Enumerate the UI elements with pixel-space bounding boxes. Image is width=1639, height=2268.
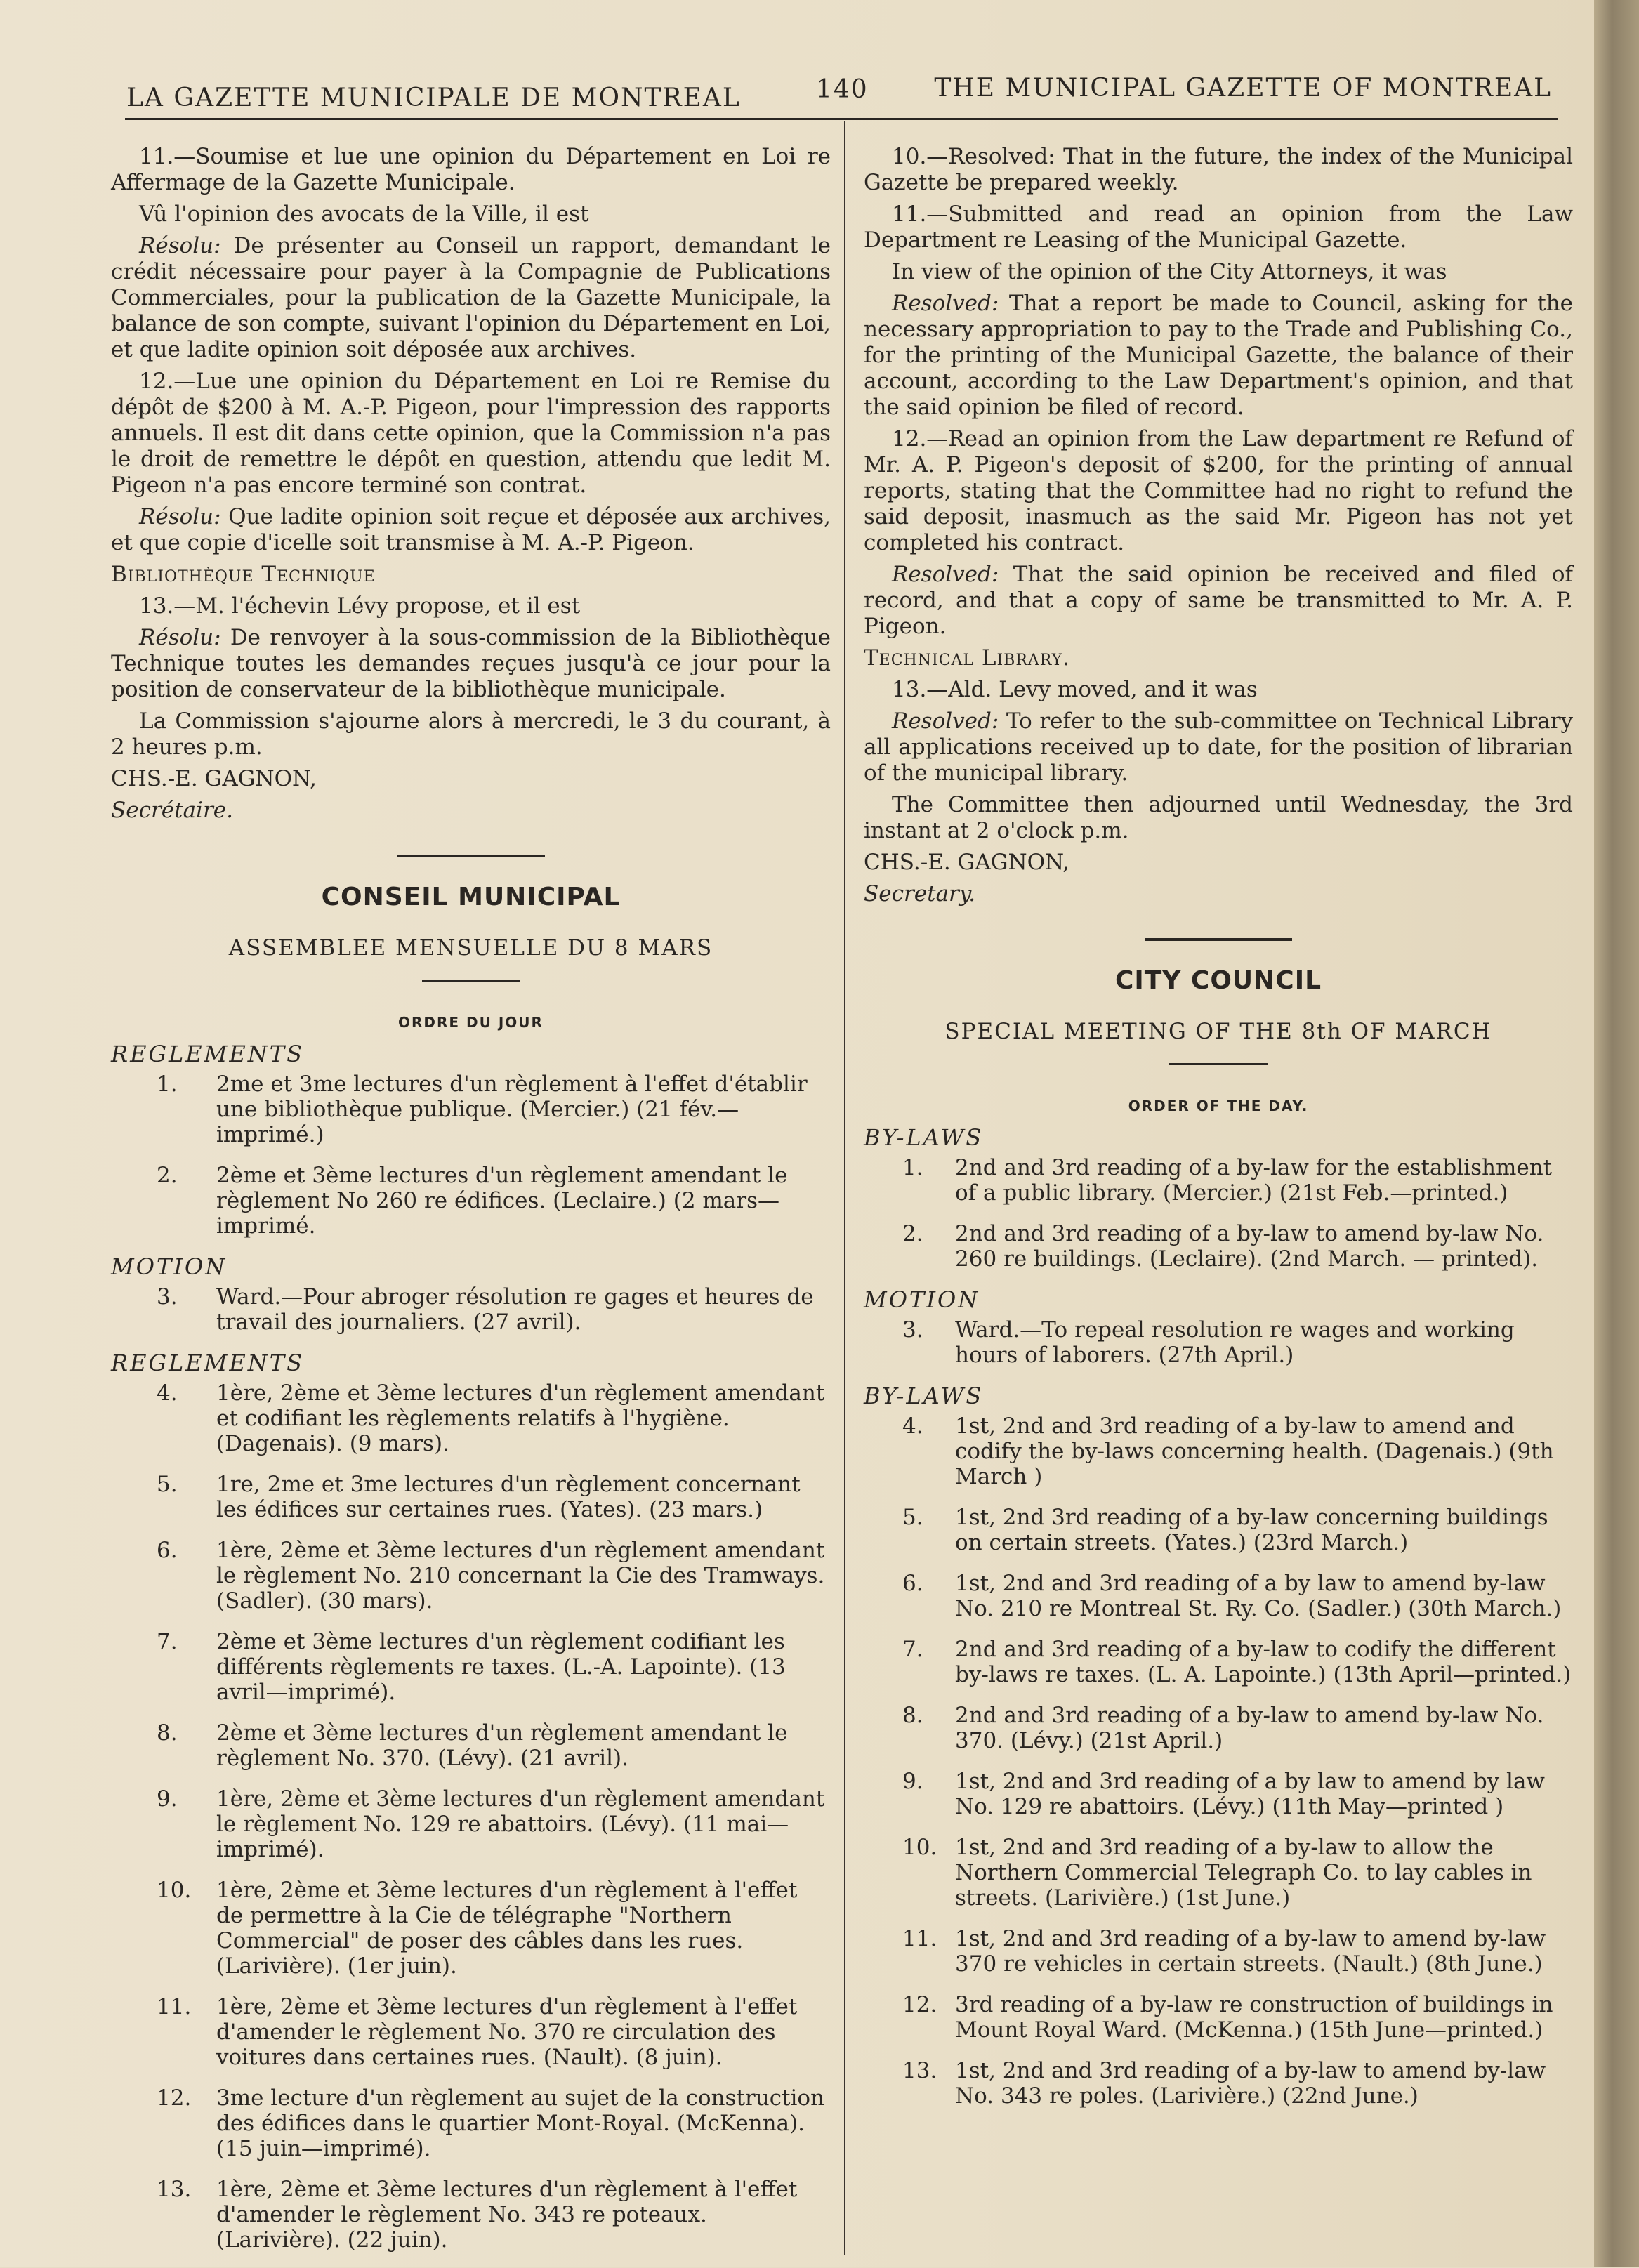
en-order-label: ORDER OF THE DAY.	[1128, 1097, 1309, 1114]
fr-signature: CHS.-E. GAGNON,	[111, 766, 317, 791]
item-text: 1st, 2nd and 3rd reading of a by-law to allow the Northern Commercial Telegraph Co. to lay cables in streets. (Larivière.) (1st June.)	[955, 1835, 1532, 1911]
item-number: 13.	[902, 2058, 937, 2083]
page-number: 140	[816, 75, 869, 104]
en-resolved-text: That the said opinion be received and filed of record, and that a copy of same be transmitted to Mr. A. P. Pigeon.	[864, 562, 1573, 639]
item-text: 1st, 2nd 3rd reading of a by-law concerning buildings on certain streets. (Yates.) (23rd March.)	[955, 1505, 1548, 1555]
agenda-item	[111, 1878, 831, 1979]
en-section-bylaws: BY-LAWS	[864, 1124, 984, 1151]
item-number: 9.	[902, 1769, 923, 1794]
en-signature: CHS.-E. GAGNON,	[864, 850, 1070, 875]
item-text: 1st, 2nd and 3rd reading of a by-law to amend and codify the by-laws concerning health. (Dagenais.) (9th March )	[955, 1413, 1554, 1489]
item-text: 1ère, 2ème et 3ème lectures d'un règlement amendant le règlement No. 129 re abattoirs. (Lévy). (11 mai—imprimé).	[216, 1786, 825, 1862]
french-column	[111, 144, 831, 2268]
item-text: 2ème et 3ème lectures d'un règlement amendant le règlement No. 370. (Lévy). (21 avril).	[216, 1720, 788, 1771]
item-number: 4.	[157, 1380, 178, 1406]
item-text: 3rd reading of a by-law re construction of buildings in Mount Royal Ward. (McKenna.) (15th June—printed.)	[955, 1992, 1553, 2043]
header-right-title: THE MUNICIPAL GAZETTE OF MONTREAL	[934, 74, 1552, 103]
agenda-item	[864, 1413, 1573, 1489]
fr-items-group-1	[111, 1072, 831, 1239]
fr-paragraph-13b	[111, 625, 831, 703]
en-section-motion: MOTION	[864, 1286, 980, 1313]
fr-paragraph-11b: Vû l'opinion des avocats de la Ville, il est	[139, 202, 589, 227]
agenda-item	[864, 1769, 1573, 1819]
item-text: 2nd and 3rd reading of a by-law to amend by-law No. 260 re buildings. (Leclaire). (2nd March. — printed).	[955, 1221, 1544, 1272]
agenda-item	[111, 1284, 831, 1335]
item-text: 1st, 2nd and 3rd reading of a by-law to amend by-law 370 re vehicles in certain streets. (Nault.) (8th June.)	[955, 1926, 1546, 1977]
agenda-item	[864, 1703, 1573, 1753]
fr-resolu-text: De renvoyer à la sous-commission de la Bibliothèque Technique toutes les demandes reçues jusqu'à ce jour pour la position de conservateur de la bibliothèque municipale.	[111, 625, 831, 702]
section-separator	[397, 855, 545, 857]
item-number: 8.	[157, 1720, 178, 1746]
item-number: 10.	[157, 1878, 192, 1903]
en-section-heading: Technical Library.	[864, 645, 1071, 671]
item-number: 3.	[157, 1284, 178, 1310]
en-paragraph-14: The Committee then adjourned until Wednesday, the 3rd instant at 2 o'clock p.m.	[864, 792, 1573, 843]
fr-resolu-label: Résolu:	[139, 625, 221, 650]
section-separator	[1169, 1063, 1268, 1065]
fr-resolu-label: Résolu:	[139, 233, 221, 258]
en-items-group-3	[864, 1413, 1573, 2109]
fr-council-title: CONSEIL MUNICIPAL	[321, 883, 621, 911]
en-resolved-label: Resolved:	[892, 291, 999, 316]
book-spine-edge	[1594, 0, 1639, 2267]
item-text: Ward.—To repeal resolution re wages and working hours of laborers. (27th April.)	[955, 1317, 1515, 1368]
en-section-bylaws-2: BY-LAWS	[864, 1383, 984, 1409]
item-text: 2nd and 3rd reading of a by-law to codify the different by-laws re taxes. (L. A. Lapointe.) (13th April—printed.)	[955, 1637, 1572, 1687]
agenda-item	[111, 2177, 831, 2253]
header-rule	[125, 118, 1558, 120]
item-text: 1ère, 2ème et 3ème lectures d'un règlement à l'effet d'amender le règlement No. 370 re circulation des voitures dans certaines rues. (Nault). (8 juin).	[216, 1994, 798, 2070]
item-number: 12.	[902, 1992, 937, 2017]
agenda-item	[864, 2058, 1573, 2109]
agenda-item	[111, 1380, 831, 1456]
fr-paragraph-13: 13.—M. l'échevin Lévy propose, et il est	[139, 593, 581, 619]
en-signature-role: Secretary.	[864, 881, 976, 906]
item-text: 1st, 2nd and 3rd reading of a by law to amend by law No. 129 re abattoirs. (Lévy.) (11th May—printed )	[955, 1769, 1545, 1819]
en-paragraph-12: 12.—Read an opinion from the Law department re Refund of Mr. A. P. Pigeon's deposit of $200, for the printing of annual reports, stating that the Committee had no right to refund the said deposit, inasmuch as the said Mr. Pigeon has not yet completed his contract.	[864, 426, 1573, 555]
agenda-item	[864, 1221, 1573, 1272]
agenda-item	[111, 1072, 831, 1147]
agenda-item	[864, 1155, 1573, 1206]
agenda-item	[111, 1720, 831, 1771]
agenda-item	[864, 1835, 1573, 1911]
item-text: 1ère, 2ème et 3ème lectures d'un règlement amendant le règlement No. 210 concernant la Cie des Tramways. (Sadler). (30 mars).	[216, 1538, 825, 1614]
item-number: 6.	[157, 1538, 178, 1563]
header-left-title: LA GAZETTE MUNICIPALE DE MONTREAL	[126, 84, 741, 112]
column-divider	[844, 121, 845, 2255]
fr-paragraph-12: 12.—Lue une opinion du Département en Loi re Remise du dépôt de $200 à M. A.-P. Pigeon, pour l'impression des rapports annuels. Il est dit dans cette opinion, que la Commission n'a pas le droit de remettre le dépôt en question, attendu que ledit M. Pigeon n'a pas encore terminé son contrat.	[111, 369, 831, 498]
item-text: 1st, 2nd and 3rd reading of a by-law to amend by-law No. 343 re poles. (Larivière.) (22nd June.)	[955, 2058, 1546, 2109]
agenda-item	[111, 1163, 831, 1239]
item-number: 5.	[157, 1472, 178, 1497]
item-number: 12.	[157, 2085, 192, 2111]
en-paragraph-13: 13.—Ald. Levy moved, and it was	[892, 677, 1258, 702]
section-separator	[422, 980, 520, 982]
fr-paragraph-11c	[111, 233, 831, 363]
agenda-item	[111, 1472, 831, 1522]
en-paragraph-11: 11.—Submitted and read an opinion from the Law Department re Leasing of the Municipal Gazette.	[864, 202, 1573, 253]
agenda-item	[864, 1571, 1573, 1621]
en-resolved-text: To refer to the sub-committee on Technical Library all applications received up to date, for the position of librarian of the municipal library.	[864, 708, 1573, 786]
en-paragraph-11b: In view of the opinion of the City Attorneys, it was	[892, 259, 1447, 284]
item-number: 11.	[902, 1926, 937, 1951]
fr-section-reglements: REGLEMENTS	[111, 1041, 305, 1067]
agenda-item	[864, 1505, 1573, 1555]
item-text: 2nd and 3rd reading of a by-law to amend by-law No. 370. (Lévy.) (21st April.)	[955, 1703, 1544, 1753]
item-number: 10.	[902, 1835, 937, 1860]
fr-items-group-2	[111, 1284, 831, 1335]
item-number: 9.	[157, 1786, 178, 1812]
en-items-group-1	[864, 1155, 1573, 1272]
fr-resolu-label: Résolu:	[139, 504, 221, 529]
item-number: 1.	[902, 1155, 923, 1180]
item-number: 11.	[157, 1994, 192, 2019]
section-separator	[1145, 938, 1292, 941]
fr-paragraph-12b	[111, 504, 831, 556]
page-header	[126, 74, 1552, 116]
item-text: 2ème et 3ème lectures d'un règlement codifiant les différents règlements re taxes. (L.-A. Lapointe). (13 avril—imprimé).	[216, 1629, 786, 1705]
en-council-title: CITY COUNCIL	[1114, 966, 1322, 995]
en-paragraph-12b	[864, 562, 1573, 640]
item-number: 7.	[157, 1629, 178, 1654]
agenda-item	[111, 1786, 831, 1862]
fr-section-reglements-2: REGLEMENTS	[111, 1350, 305, 1376]
agenda-item	[111, 1538, 831, 1614]
fr-resolu-text: De présenter au Conseil un rapport, demandant le crédit nécessaire pour payer à la Compagnie de Publications Commerciales, pour la publication de la Gazette Municipale, la balance de son compte, suivant l'opinion du Département en Loi, et que ladite opinion soit déposée aux archives.	[111, 233, 831, 362]
item-number: 1.	[157, 1072, 178, 1097]
en-paragraph-13b	[864, 708, 1573, 786]
item-number: 6.	[902, 1571, 923, 1596]
en-paragraph-11c	[864, 291, 1573, 421]
item-number: 7.	[902, 1637, 923, 1662]
agenda-item	[864, 1992, 1573, 2043]
agenda-item	[864, 1926, 1573, 1977]
item-number: 3.	[902, 1317, 923, 1343]
en-meeting-title: SPECIAL MEETING OF THE 8th OF MARCH	[944, 1019, 1492, 1044]
english-column	[864, 144, 1573, 2124]
fr-signature-role: Secrétaire.	[111, 798, 233, 823]
fr-meeting-title: ASSEMBLEE MENSUELLE DU 8 MARS	[228, 935, 713, 961]
item-text: 2nd and 3rd reading of a by-law for the establishment of a public library. (Mercier.) (21st Feb.—printed.)	[955, 1155, 1553, 1206]
item-text: 1ère, 2ème et 3ème lectures d'un règlement à l'effet d'amender le règlement No. 343 re poteaux. (Larivière). (22 juin).	[216, 2177, 798, 2253]
fr-paragraph-11: 11.—Soumise et lue une opinion du Département en Loi re Affermage de la Gazette Municipale.	[111, 144, 831, 195]
item-text: 2me et 3me lectures d'un règlement à l'effet d'établir une bibliothèque publique. (Mercier.) (21 fév.—imprimé.)	[216, 1072, 808, 1147]
item-number: 5.	[902, 1505, 923, 1530]
item-number: 4.	[902, 1413, 923, 1439]
fr-order-label: ORDRE DU JOUR	[398, 1014, 544, 1031]
item-number: 2.	[902, 1221, 923, 1246]
agenda-item	[864, 1317, 1573, 1368]
item-text: 1ère, 2ème et 3ème lectures d'un règlement amendant et codifiant les règlements relatifs à l'hygiène. (Dagenais). (9 mars).	[216, 1380, 825, 1456]
item-number: 8.	[902, 1703, 923, 1728]
item-text: 2ème et 3ème lectures d'un règlement amendant le règlement No 260 re édifices. (Leclaire.) (2 mars—imprimé.	[216, 1163, 788, 1239]
agenda-item	[111, 1994, 831, 2070]
fr-items-group-3	[111, 1380, 831, 2253]
item-text: 1st, 2nd and 3rd reading of a by law to amend by-law No. 210 re Montreal St. Ry. Co. (Sadler.) (30th March.)	[955, 1571, 1562, 1621]
item-number: 13.	[157, 2177, 192, 2202]
fr-section-heading: Bibliothèque Technique	[111, 562, 376, 587]
item-text: 1ère, 2ème et 3ème lectures d'un règlement à l'effet de permettre à la Cie de télégraphe "Northern Commercial" de poser des câbles dans les rues. (Larivière). (1er juin).	[216, 1878, 798, 1979]
item-text: 1re, 2me et 3me lectures d'un règlement concernant les édifices sur certaines rues. (Yates). (23 mars.)	[216, 1472, 801, 1522]
item-text: 3me lecture d'un règlement au sujet de la construction des édifices dans le quartier Mont-Royal. (McKenna). (15 juin—imprimé).	[216, 2085, 825, 2161]
item-text: Ward.—Pour abroger résolution re gages et heures de travail des journaliers. (27 avril).	[216, 1284, 814, 1335]
en-paragraph-10: 10.—Resolved: That in the future, the index of the Municipal Gazette be prepared weekly.	[864, 144, 1573, 195]
en-resolved-text: That a report be made to Council, asking for the necessary appropriation to pay to the Trade and Publishing Co., for the printing of the Municipal Gazette, the balance of their account, according to the Law Department's opinion, and that the said opinion be filed of record.	[864, 291, 1573, 420]
agenda-item	[111, 2085, 831, 2161]
en-resolved-label: Resolved:	[892, 708, 999, 734]
fr-section-motion: MOTION	[111, 1253, 228, 1280]
en-resolved-label: Resolved:	[892, 562, 999, 587]
agenda-item	[111, 1629, 831, 1705]
fr-paragraph-14: La Commission s'ajourne alors à mercredi, le 3 du courant, à 2 heures p.m.	[111, 708, 831, 760]
agenda-item	[864, 1637, 1573, 1687]
item-number: 2.	[157, 1163, 178, 1188]
en-items-group-2	[864, 1317, 1573, 1368]
fr-resolu-text: Que ladite opinion soit reçue et déposée aux archives, et que copie d'icelle soit transmise à M. A.-P. Pigeon.	[111, 504, 831, 555]
